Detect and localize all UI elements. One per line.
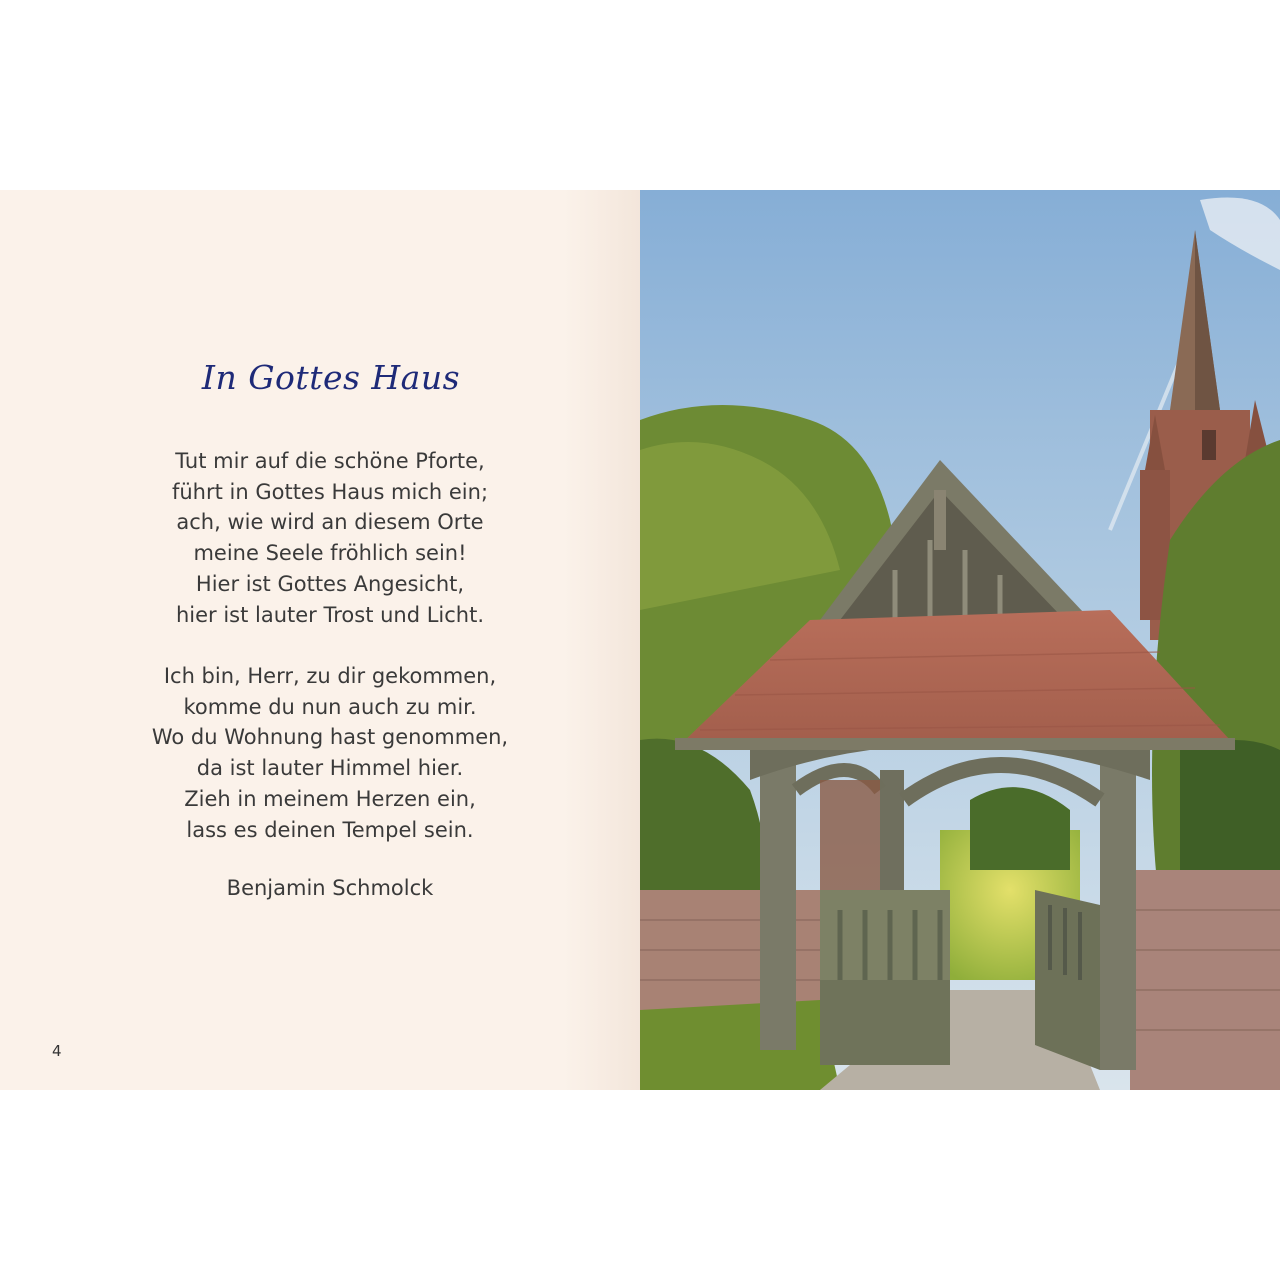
poem-line: Ich bin, Herr, zu dir gekommen,: [163, 664, 497, 688]
gate-left: [820, 890, 950, 1065]
text-page: [0, 190, 640, 1090]
stanza-1: [0, 446, 660, 630]
photo-illustration: [640, 190, 1280, 1090]
poem-author: Benjamin Schmolck: [226, 876, 434, 900]
church-lychgate-photo: [640, 190, 1280, 1090]
stone-wall-right: [1130, 870, 1280, 1090]
stanza-2: [0, 661, 660, 845]
poem-line: meine Seele fröhlich sein!: [193, 541, 467, 566]
poem-line: Zieh in meinem Herzen ein,: [184, 786, 476, 811]
grass: [640, 1000, 840, 1090]
poem-line: führt in Gottes Haus mich ein;: [171, 479, 489, 504]
poem-line: Wo du Wohnung hast genommen,: [151, 725, 509, 750]
poem-title: In Gottes Haus: [201, 358, 461, 397]
poem-line: hier ist lauter Trost und Licht.: [175, 602, 485, 627]
poem-line: Hier ist Gottes Angesicht,: [195, 571, 465, 596]
poem-line: ach, wie wird an diesem Orte: [176, 510, 484, 535]
poem-line: lass es deinen Tempel sein.: [186, 817, 474, 842]
gate-right: [1035, 890, 1100, 1070]
poem-line: Tut mir auf die schöne Pforte,: [175, 449, 485, 473]
book-spread: [0, 190, 1280, 1090]
page-number: 4: [52, 1042, 62, 1060]
poem-line: da ist lauter Himmel hier.: [196, 756, 464, 781]
poem-line: komme du nun auch zu mir.: [183, 694, 477, 719]
